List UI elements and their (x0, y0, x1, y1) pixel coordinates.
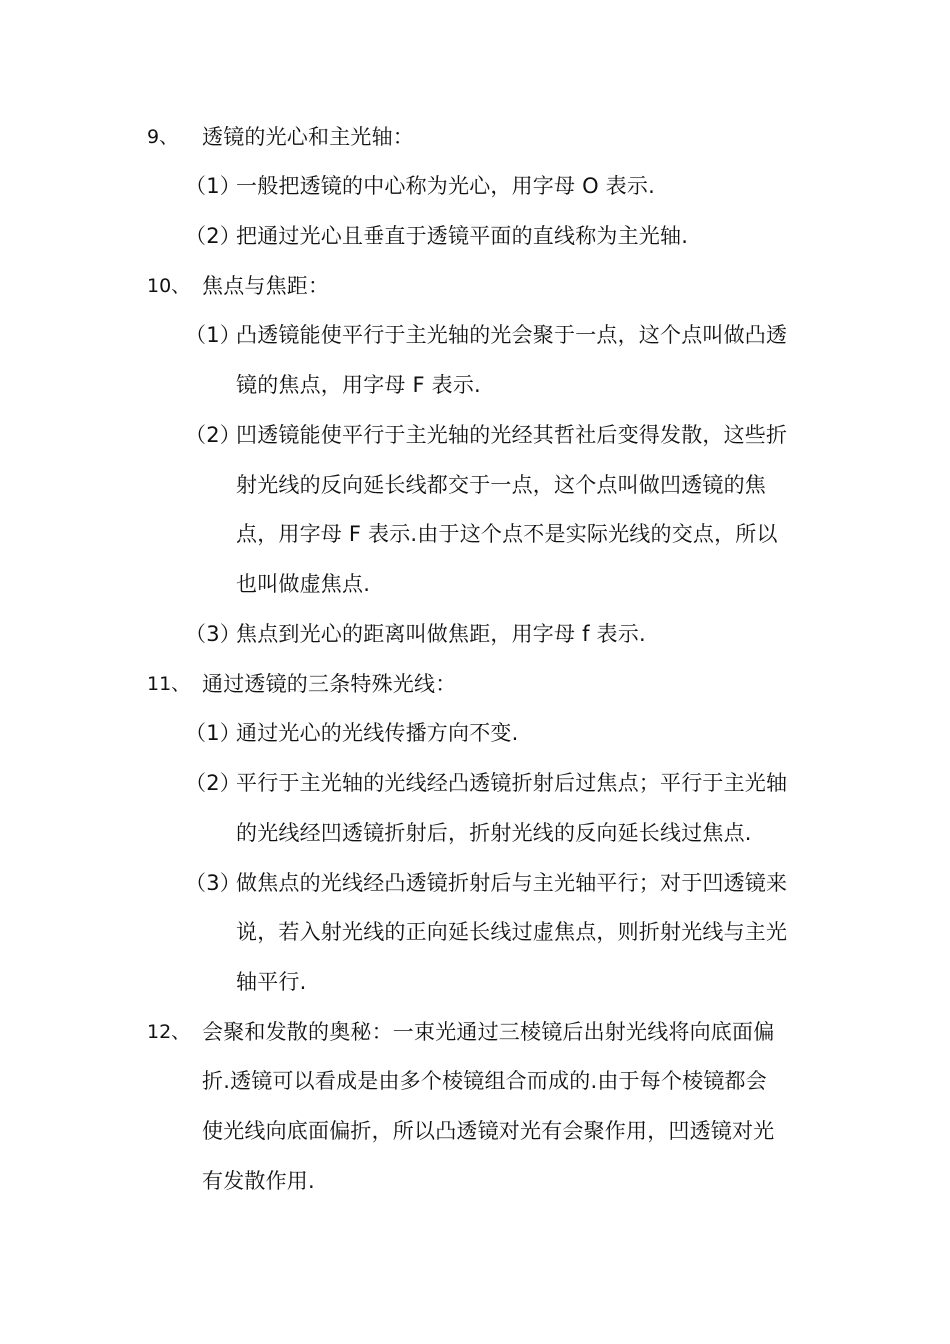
section-number: 11、 (147, 673, 191, 695)
item-text-continued: 说，若入射光线的正向延长线过虚焦点，则折射光线与主光 (236, 920, 788, 944)
item-text: 做焦点的光线经凸透镜折射后与主光轴平行；对于凹透镜来 (236, 871, 788, 895)
item-text-continued: 也叫做虚焦点. (236, 572, 371, 596)
item-text: 把通过光心且垂直于透镜平面的直线称为主光轴. (236, 224, 689, 248)
section-number: 9、 (147, 126, 179, 148)
section-body-continued: 有发散作用. (202, 1169, 315, 1193)
item-text: 焦点到光心的距离叫做焦距，用字母 f 表示. (236, 622, 646, 646)
section-number: 12、 (147, 1021, 191, 1043)
item-label: （3） (185, 622, 241, 646)
item-text-continued: 的光线经凹透镜折射后，折射光线的反向延长线过焦点. (236, 821, 752, 845)
item-label: （2） (185, 224, 241, 248)
item-text: 平行于主光轴的光线经凸透镜折射后过焦点；平行于主光轴 (236, 771, 788, 795)
item-text: 凹透镜能使平行于主光轴的光经其哲社后变得发散，这些折 (236, 423, 788, 447)
section-title: 焦点与焦距： (202, 274, 330, 298)
item-label: （2） (185, 771, 241, 795)
item-label: （1） (185, 174, 241, 198)
item-text: 凸透镜能使平行于主光轴的光会聚于一点，这个点叫做凸透 (236, 323, 788, 347)
item-label: （3） (185, 871, 241, 895)
item-label: （1） (185, 323, 241, 347)
item-label: （2） (185, 423, 241, 447)
item-text-continued: 射光线的反向延长线都交于一点，这个点叫做凹透镜的焦 (236, 473, 766, 497)
item-text-continued: 轴平行. (236, 970, 307, 994)
item-text-continued: 点，用字母 F 表示.由于这个点不是实际光线的交点，所以 (236, 522, 778, 546)
item-label: （1） (185, 721, 241, 745)
item-text: 通过光心的光线传播方向不变. (236, 721, 519, 745)
section-title: 透镜的光心和主光轴： (202, 125, 414, 149)
section-title: 通过透镜的三条特殊光线： (202, 672, 457, 696)
item-text-continued: 镜的焦点，用字母 F 表示. (236, 373, 481, 397)
section-body: 会聚和发散的奥秘：一束光通过三棱镜后出射光线将向底面偏 (202, 1020, 775, 1044)
item-text: 一般把透镜的中心称为光心，用字母 O 表示. (236, 174, 655, 198)
section-body-continued: 折.透镜可以看成是由多个棱镜组合而成的.由于每个棱镜都会 (202, 1069, 767, 1093)
section-body-continued: 使光线向底面偏折，所以凸透镜对光有会聚作用，凹透镜对光 (202, 1119, 775, 1143)
section-number: 10、 (147, 275, 191, 297)
